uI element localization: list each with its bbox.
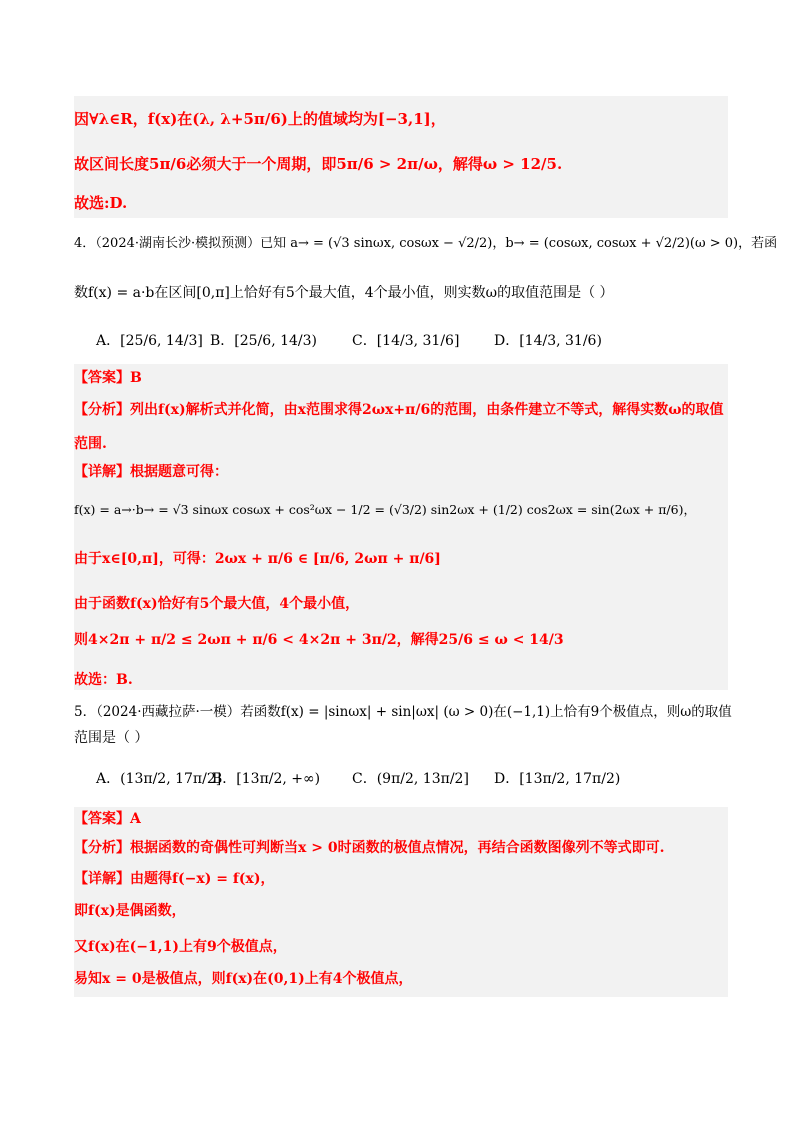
q4-stem-2: 数f(x) = a·b在区间[0,π]上恰好有5个最大值，4个最小值，则实数ω的取值范围是（ ）: [74, 285, 614, 301]
q4-conclusion: 故选：B.: [74, 672, 133, 688]
q5-detail-3: 易知x = 0是极值点，则f(x)在(0,1)上有4个极值点，: [74, 971, 413, 987]
q5-option-d: D．[13π/2, 17π/2): [494, 771, 621, 787]
q5-option-b: B．[13π/2, +∞): [212, 771, 321, 787]
q4-option-c: C．[14/3, 31/6]: [352, 333, 460, 349]
q5-answer: 【答案】A: [74, 811, 141, 827]
prev-line-2: 故区间长度5π/6必须大于一个周期，即5π/6 > 2π/ω，解得ω > 12/5.: [74, 155, 563, 173]
q5-option-c: C．(9π/2, 13π/2]: [352, 771, 469, 787]
q4-option-a: A．[25/6, 14/3]: [96, 333, 203, 349]
q4-option-d: D．[14/3, 31/6): [494, 333, 602, 349]
q5-stem-2: 范围是（ ）: [74, 730, 149, 746]
q5-option-a: A．(13π/2, 17π/2]: [96, 771, 222, 787]
q4-analysis-1: 【分析】列出f(x)解析式并化简，由x范围求得2ωx+π/6的范围，由条件建立不等式，解得实数ω的取值: [74, 402, 724, 418]
prev-line-3: 故选:D.: [74, 194, 128, 212]
q5-detail-2: 又f(x)在(−1,1)上有9个极值点，: [74, 939, 287, 955]
q4-option-b: B．[25/6, 14/3): [210, 333, 317, 349]
q5-detail: 【详解】由题得f(−x) = f(x)，: [74, 871, 275, 887]
q4-eq-2: 由于x∈[0,π]，可得：2ωx + π/6 ∈ [π/6, 2ωπ + π/6]: [74, 551, 441, 567]
q4-eq-3: 由于函数f(x)恰好有5个最大值，4个最小值，: [74, 596, 360, 612]
q4-eq-4: 则4×2π + π/2 ≤ 2ωπ + π/6 < 4×2π + 3π/2，解得25/6 ≤ ω < 14/3: [74, 632, 564, 648]
prev-line-1: 因∀λ∈R，f(x)在(λ, λ+5π/6)上的值域均为[−3,1]，: [74, 110, 446, 128]
q4-analysis-2: 范围.: [74, 436, 107, 452]
q5-detail-1: 即f(x)是偶函数，: [74, 903, 186, 919]
q5-analysis: 【分析】根据函数的奇偶性可判断当x > 0时函数的极值点情况，再结合函数图像列不等式即可.: [74, 840, 665, 856]
q4-answer: 【答案】B: [74, 370, 142, 386]
q5-stem-1: 5．（2024·西藏拉萨·一模）若函数f(x) = |sinωx| + sin|ωx| (ω > 0)在(−1,1)上恰有9个极值点，则ω的取值: [74, 704, 732, 720]
q4-eq-1: f(x) = a→·b→ = √3 sinωx cosωx + cos²ωx − 1/2 = (√3/2) sin2ωx + (1/2) cos2ωx = sin(2ωx + π/6)，: [74, 502, 696, 517]
q4-detail: 【详解】根据题意可得：: [74, 464, 228, 480]
q4-stem-1: 4．（2024·湖南长沙·模拟预测）已知 a→ = (√3 sinωx, cosωx − √2/2)，b→ = (cosωx, cosωx + √2/2)(ω > 0)，若函: [74, 236, 778, 251]
solution-block-q5: [74, 807, 728, 997]
